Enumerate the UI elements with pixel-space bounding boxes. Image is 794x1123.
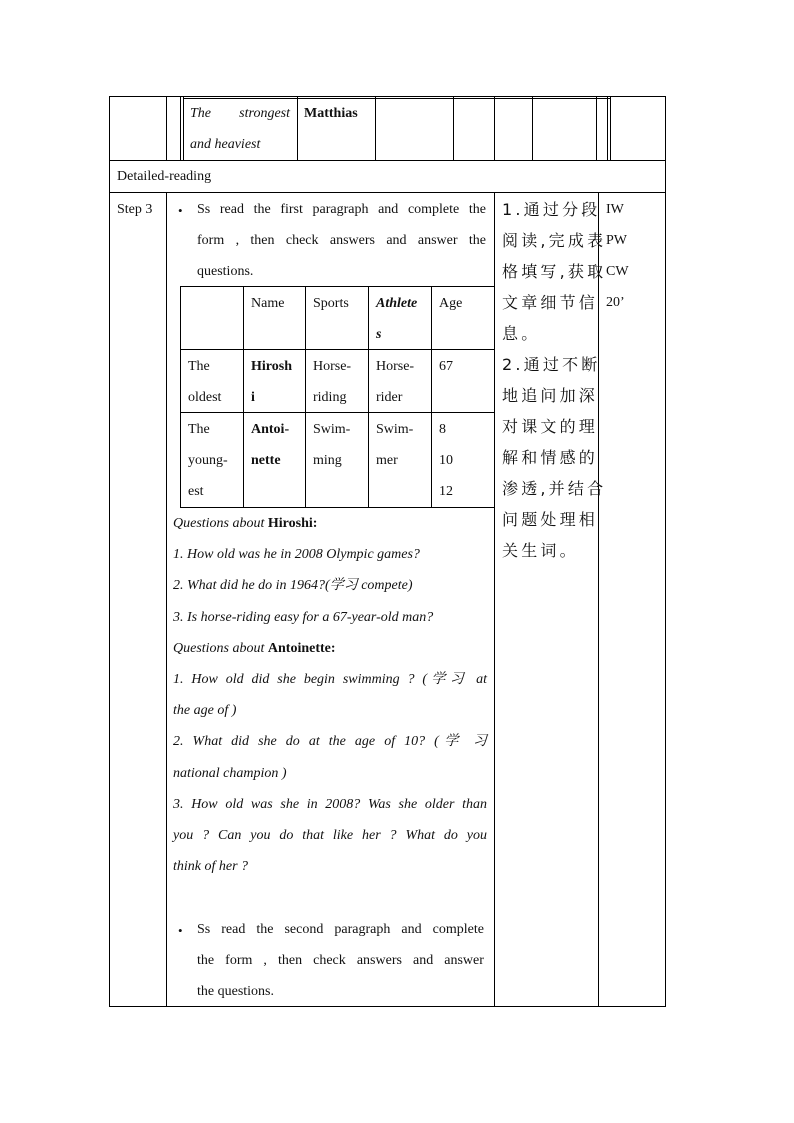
rule-v [610,96,611,160]
purpose-line: 关生词。 [502,541,579,560]
rule-v [180,96,181,160]
row2-label: The young- est [188,422,228,499]
mode-item: CW [606,264,629,279]
word: , [263,953,267,968]
purpose-line: 地追问加深 [502,386,599,405]
word: the [197,953,215,968]
purpose-line: 2.通过不断 [502,355,601,374]
rule-step-col [166,192,167,1007]
rule-v [183,96,184,160]
col-header-athletes: Athlete [376,296,418,311]
word: then [250,233,275,248]
word: the [468,233,486,248]
bullet-icon: • [178,923,183,938]
word: read [219,202,244,217]
word: Ss [197,922,211,937]
purpose-line: 息。 [502,324,541,343]
rule-content-col [494,192,495,1007]
antoinette-q3-line1: 3. How old was she in 2008? Was she older than [173,797,487,812]
activity1-line2 [197,225,486,256]
row2-athlete: Swim- mer [376,422,414,468]
rule-bottom [109,1006,666,1007]
rule-purpose-col [598,192,599,1007]
purpose-line: 渗透,并结合 [502,479,607,498]
inner-rule-h [180,349,494,350]
word: Ss [197,202,211,217]
mode-item: IW [606,202,624,217]
word: answer [444,953,484,968]
col-header-sports: Sports [313,296,349,311]
word: then [277,953,303,968]
mode-item: 20’ [606,295,625,310]
word: check [285,233,319,248]
hiroshi-q3: 3. Is horse-riding easy for a 67-year-old man? [173,610,434,625]
word: answer [417,233,458,248]
inner-rule-v [180,286,181,508]
rule-v [297,96,298,160]
word: paragraph [312,202,369,217]
row1-name: Hirosh i [251,359,292,405]
hiroshi-q2: 2. What did he do in 1964?(学习 compete) [173,578,413,593]
antoinette-q1-line2: the age of ) [173,703,237,718]
purpose-line: 1.通过分段 [502,200,601,219]
word: and [401,922,422,937]
word: complete [432,922,484,937]
row2-name: Antoi- nette [251,422,290,468]
hiroshi-q1: 1. How old was he in 2008 Olympic games? [173,547,420,562]
row1-sport: Horse- riding [313,359,352,405]
word: and [378,202,399,217]
rule-v [532,96,533,160]
top-row-name: Matthias [304,106,358,121]
word: the [253,202,271,217]
questions-antoinette-heading: Questions about Antoinette: [173,641,336,656]
row1-label: The oldest [188,359,222,405]
activity2-line3: the questions. [197,984,274,999]
col-header-name: Name [251,296,285,311]
purpose-line: 阅读,完成表 [502,231,607,250]
word: answers [329,233,375,248]
antoinette-q3-line3: think of her ? [173,859,249,874]
word: and [386,233,407,248]
antoinette-q1-line1: 1. How old did she begin swimming ? (学习 at [173,672,487,687]
word: strongest [239,106,290,121]
col-header-athletes-cont: s [376,327,382,342]
inner-rule-v [305,286,306,508]
rule-v [596,96,597,160]
rule-v [166,96,167,160]
rule-v [453,96,454,160]
antoinette-q2-line1: 2. What did she do at the age of 10? (学 习 [173,734,487,749]
purpose-line: 对课文的理 [502,417,599,436]
row1-age: 67 [439,359,453,374]
section-header: Detailed-reading [117,169,212,184]
purpose-line: 解和情感的 [502,448,599,467]
step-label: Step 3 [117,202,153,217]
inner-rule-v [368,286,369,508]
word: read [221,922,246,937]
rule-header-bottom [109,192,666,193]
purpose-line: 问题处理相 [502,510,599,529]
word: the [256,922,274,937]
rule-v [375,96,376,160]
rule-top [109,96,666,97]
questions-hiroshi-heading: Questions about Hiroshi: [173,516,318,531]
activity1-line3: questions. [197,264,254,279]
row2-age: 8 10 12 [439,422,453,499]
bullet-icon: • [178,203,183,218]
inner-rule-v [243,286,244,508]
word: the [468,202,486,217]
word: complete [407,202,460,217]
col-header-age: Age [439,296,463,311]
row2-sport: Swim- ming [313,422,351,468]
activity1-line1 [197,194,486,225]
activity2-line2 [197,945,484,976]
purpose-line: 格填写,获取 [502,262,607,281]
mode-item: PW [606,233,627,248]
activity2-line1 [197,914,484,945]
word: and [412,953,434,968]
word: second [284,922,324,937]
rule-right [665,96,666,1007]
row1-athlete: Horse- rider [376,359,415,405]
word: , [235,233,240,248]
top-row-label-line2: and heaviest [190,137,261,152]
word: paragraph [334,922,391,937]
antoinette-q3-line2: you ? Can you do that like her ? What do you [173,828,487,843]
rule-left [109,96,110,1007]
word: The [190,106,211,121]
rule-v [607,96,608,160]
word: form [225,953,253,968]
inner-rule-v [431,286,432,508]
rule-v [494,96,495,160]
word: check [313,953,346,968]
word: form [197,233,225,248]
top-row-label-line1 [190,98,290,129]
antoinette-q2-line2: national champion ) [173,766,287,781]
inner-rule-h [180,286,494,287]
word: answers [356,953,402,968]
word: first [280,202,303,217]
purpose-line: 文章细节信 [502,293,599,312]
